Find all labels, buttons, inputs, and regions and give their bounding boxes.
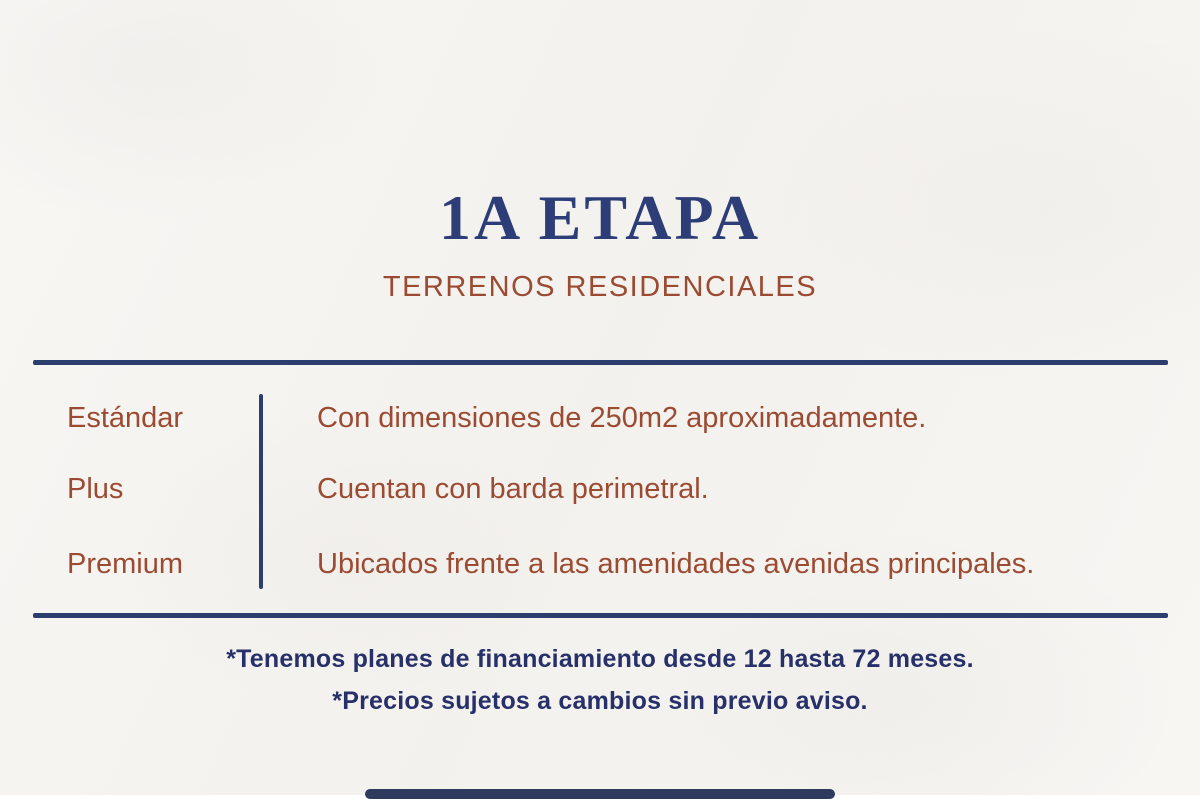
footnote-financing: *Tenemos planes de financiamiento desde 12 hasta 72 meses. <box>226 645 974 673</box>
table-row <box>33 547 1168 581</box>
table-row <box>33 472 1168 506</box>
bottom-divider-line <box>33 613 1168 618</box>
footnote-prices: *Precios sujetos a cambios sin previo aviso. <box>332 687 868 715</box>
row-label-premium: Premium <box>67 548 184 580</box>
page-subtitle: TERRENOS RESIDENCIALES <box>382 271 818 303</box>
row-description: Ubicados frente a las amenidades avenidas principales. <box>317 548 1035 580</box>
top-divider-line <box>33 360 1168 365</box>
page-title: 1A ETAPA <box>438 182 762 253</box>
row-label-plus: Plus <box>67 473 124 505</box>
table-row <box>33 401 1168 435</box>
row-label-estandar: Estándar <box>67 402 184 434</box>
row-description: Con dimensiones de 250m2 aproximadamente. <box>317 402 927 434</box>
row-description: Cuentan con barda perimetral. <box>317 473 709 505</box>
bottom-accent-bar <box>365 789 835 799</box>
